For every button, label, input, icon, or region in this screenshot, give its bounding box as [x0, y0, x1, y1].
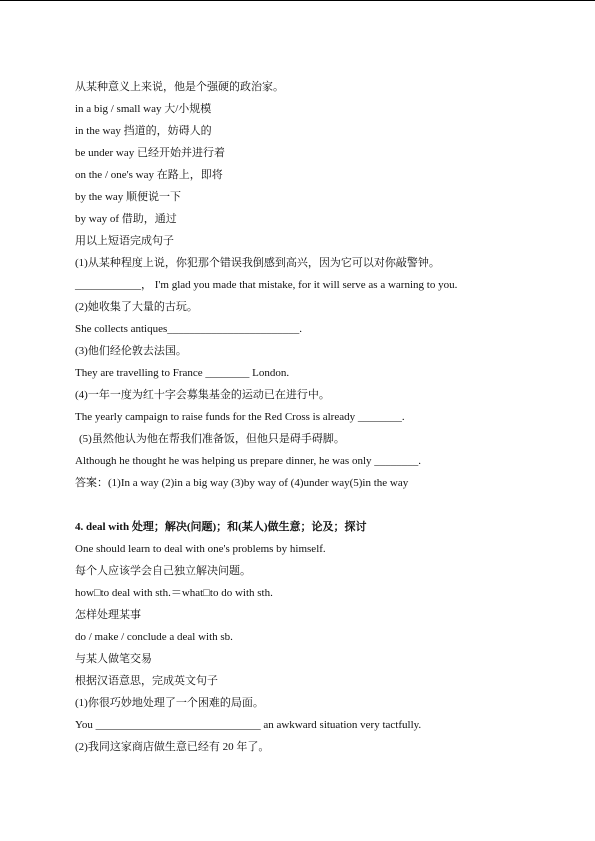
phrase-item: by way of 借助，通过 [75, 213, 177, 225]
question-4-chinese: (4)一年一度为红十字会募集基金的运动已在进行中。 [75, 389, 330, 401]
phrase-item: on the / one's way 在路上，即将 [75, 169, 223, 181]
section-heading: 4. deal with 处理；解决(问题)；和(某人)做生意；论及；探讨 [75, 521, 367, 533]
phrase-item: in the way 挡道的，妨碍人的 [75, 125, 212, 137]
question-4-english: The yearly campaign to raise funds for the Red Cross is already ________. [75, 411, 405, 423]
answer-key: 答案：(1)In a way (2)in a big way (3)by way of (4)under way(5)in the way [75, 477, 409, 489]
question-5-english: Although he thought he was helping us prepare dinner, he was only ________. [75, 455, 421, 467]
paragraph-spacer [75, 494, 525, 516]
question-2-chinese: (2)她收集了大量的古玩。 [75, 301, 198, 313]
example-english: One should learn to deal with one's problems by himself. [75, 543, 326, 555]
question-3-chinese: (3)他们经伦敦去法国。 [75, 345, 187, 357]
usage-meaning: 怎样处理某事 [75, 609, 141, 621]
translation-example: 从某种意义上来说，他是个强硬的政治家。 [75, 81, 284, 93]
page-top-rule [0, 0, 595, 1]
phrase-item: in a big / small way 大/小规模 [75, 103, 212, 115]
usage-pattern: do / make / conclude a deal with sb. [75, 631, 233, 643]
exercise-instruction: 根据汉语意思，完成英文句子 [75, 675, 218, 687]
question-1-chinese: (1)你很巧妙地处理了一个困难的局面。 [75, 697, 264, 709]
question-1-english: ____________， I'm glad you made that mistake, for it will serve as a warning to you. [75, 279, 458, 291]
exercise-instruction: 用以上短语完成句子 [75, 235, 174, 247]
question-5-chinese: (5)虽然他认为他在帮我们准备饭，但他只是碍手碍脚。 [79, 433, 345, 445]
question-2-english: She collects antiques________________________. [75, 323, 303, 335]
usage-meaning: 与某人做笔交易 [75, 653, 152, 665]
document-body [75, 76, 525, 758]
example-chinese: 每个人应该学会自己独立解决问题。 [75, 565, 251, 577]
question-3-english: They are travelling to France ________ London. [75, 367, 290, 379]
phrase-item: be under way 已经开始并进行着 [75, 147, 226, 159]
phrase-item: by the way 顺便说一下 [75, 191, 182, 203]
question-1-english: You ______________________________ an awkward situation very tactfully. [75, 719, 422, 731]
usage-pattern: how□to deal with sth.＝what□to do with sth. [75, 587, 273, 599]
question-2-chinese: (2)我同这家商店做生意已经有 20 年了。 [75, 741, 270, 753]
question-1-chinese: (1)从某种程度上说，你犯那个错误我倒感到高兴，因为它可以对你敲警钟。 [75, 257, 440, 269]
